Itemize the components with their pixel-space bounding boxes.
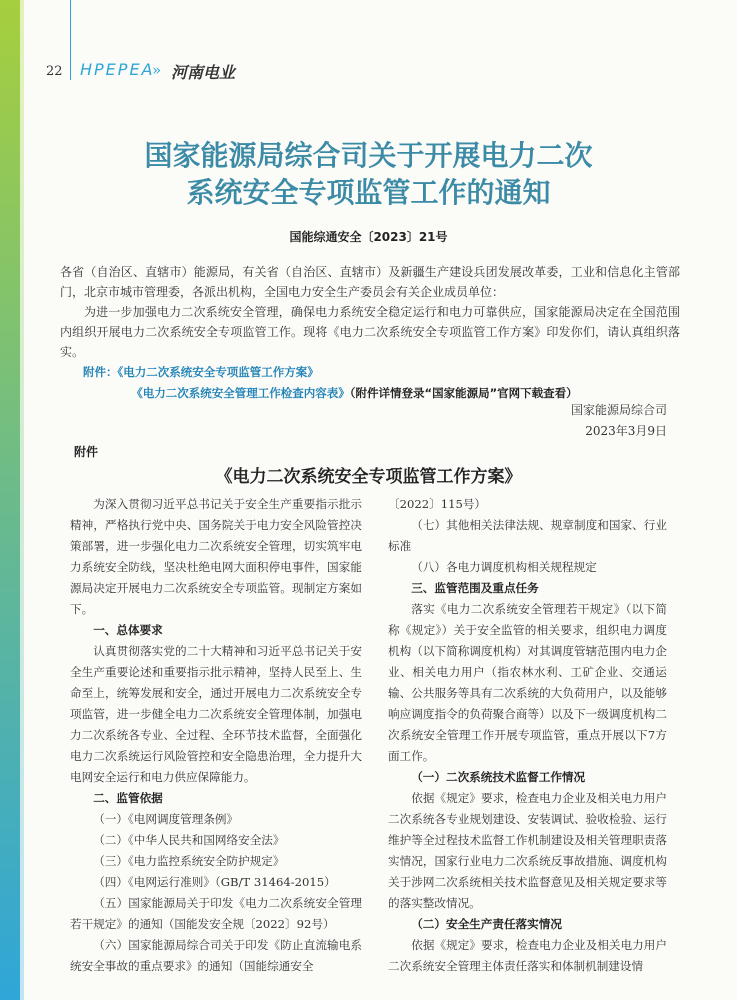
basis-item: （七）其他相关法律法规、规章制度和国家、行业标准 xyxy=(388,518,667,553)
attachment-2-link[interactable]: 《电力二次系统安全管理工作检查内容表》 xyxy=(131,386,350,400)
addressees: 各省（自治区、直辖市）能源局，有关省（自治区、直辖市）及新疆生产建设兵团发展改革委，工业和信息化主管部门，北京市城市管理委，各派出机构，全国电力安全生产委员会有关企业成员单位： xyxy=(60,265,680,299)
subsection-heading-2: （二）安全生产责任落实情况 xyxy=(411,917,562,931)
attachment-line-1 xyxy=(60,362,680,383)
signature-org: 国家能源局综合司 xyxy=(570,403,667,417)
basis-item: （三）《电力监控系统安全防护规定》 xyxy=(93,854,285,868)
section-heading-3: 三、监管范围及重点任务 xyxy=(411,581,539,595)
basis-item: （四）《电网运行准则》（GB/T 31464-2015） xyxy=(93,875,336,889)
plan-title: 《电力二次系统安全专项监管工作方案》 xyxy=(215,467,522,487)
subsection-paragraph-1: 依据《规定》要求，检查电力企业及相关电力用户二次系统各专业规划建设、安装调试、验收检验、运行维护等全过程技术监督工作机制建设及相关管理职责落实情况，国家行业电力二次系统反事故措施、调度机构关于涉网二次系统相关技术监督意见及相关规定要求等的落实整改情况。 xyxy=(388,791,667,910)
title-line-2: 系统安全专项监管工作的通知 xyxy=(186,176,551,209)
title-line-1: 国家能源局综合司关于开展电力二次 xyxy=(144,139,593,172)
side-decor-bar xyxy=(0,0,20,1000)
basis-item: （五）国家能源局关于印发《电力二次系统安全管理若干规定》的通知（国能发安全规〔2022〕92号） xyxy=(70,896,362,931)
attachment-prefix: 附件： xyxy=(83,365,118,379)
plan-intro-paragraph: 为深入贯彻习近平总书记关于安全生产重要指示批示精神，严格执行党中央、国务院关于电力安全风险管控决策部署，进一步强化电力二次系统安全管理，切实筑牢电力系统安全防线，坚决杜绝电网大面积停电事件，国家能源局决定开展电力二次系统安全专项监管。现制定方案如下。 xyxy=(70,497,362,616)
left-column xyxy=(70,494,362,977)
section-paragraph-3: 落实《电力二次系统安全管理若干规定》（以下简称《规定》）关于安全监管的相关要求，组织电力调度机构（以下简称调度机构）对其调度管辖范围内电力企业、相关电力用户（指农林水利、工矿企业、交通运输、公共服务等具有二次系统的大负荷用户，以及能够响应调度指令的负荷聚合商等）以及下一级调度机构二次系统安全管理工作开展专项监管，重点开展以下7方面工作。 xyxy=(388,602,667,763)
journal-logo: HPEPEA xyxy=(80,60,155,79)
section-heading-2: 二、监管依据 xyxy=(93,791,163,805)
signature-block xyxy=(571,400,667,442)
attachment-note: （附件详情登录“国家能源局”官网下载查看） xyxy=(349,386,578,400)
notice-paragraph: 为进一步加强电力二次系统安全管理，确保电力系统安全稳定运行和电力可靠供应，国家能源局决定在全国范围内组织开展电力二次系统安全专项监管工作。现将《电力二次系统安全专项监管工作方案》印发你们，请认真组织落实。 xyxy=(60,305,680,359)
notice-title xyxy=(60,137,677,211)
section-paragraph-1: 认真贯彻落实党的二十大精神和习近平总书记关于安全生产重要论述和重要指示批示精神，坚持人民至上、生命至上，统筹发展和安全，通过开展电力二次系统安全专项监管，进一步健全电力二次系统安全管理体制，加强电力二次系统各专业、全过程、全环节技术监督，全面强化电力二次系统运行风险管控和安全隐患治理，全力提升大电网安全运行和电力供应保障能力。 xyxy=(70,644,362,784)
notice-body xyxy=(60,262,680,404)
subsection-paragraph-2: 依据《规定》要求，检查电力企业及相关电力用户二次系统安全管理主体责任落实和体制机制建设情 xyxy=(388,938,667,973)
attachment-label: 附件 xyxy=(74,445,99,459)
attachment-1-link[interactable]: 《电力二次系统安全专项监管工作方案》 xyxy=(117,365,319,379)
section-heading-1: 一、总体要求 xyxy=(93,623,163,637)
basis-item: （二）《中华人民共和国网络安全法》 xyxy=(93,833,285,847)
basis-item: （六）国家能源局综合司关于印发《防止直流输电系统安全事故的重点要求》的通知（国能综通安全 xyxy=(70,938,362,973)
page-number: 22 xyxy=(46,64,63,79)
right-column xyxy=(388,494,667,977)
document-number: 国能综通安全〔2023〕21号 xyxy=(289,230,448,244)
signature-date: 2023年3月9日 xyxy=(585,424,667,438)
basis-item: （八）各电力调度机构相关规程规定 xyxy=(411,560,597,574)
basis-item-continued: 〔2022〕115号） xyxy=(388,497,487,511)
subsection-heading-1: （一）二次系统技术监督工作情况 xyxy=(411,770,586,784)
basis-item: （一）《电网调度管理条例》 xyxy=(93,812,239,826)
journal-name: 河南电业 xyxy=(171,63,236,82)
header-divider-line xyxy=(70,0,71,80)
double-chevron-icon: » xyxy=(152,61,162,79)
side-decor-bar-light xyxy=(20,0,24,1000)
